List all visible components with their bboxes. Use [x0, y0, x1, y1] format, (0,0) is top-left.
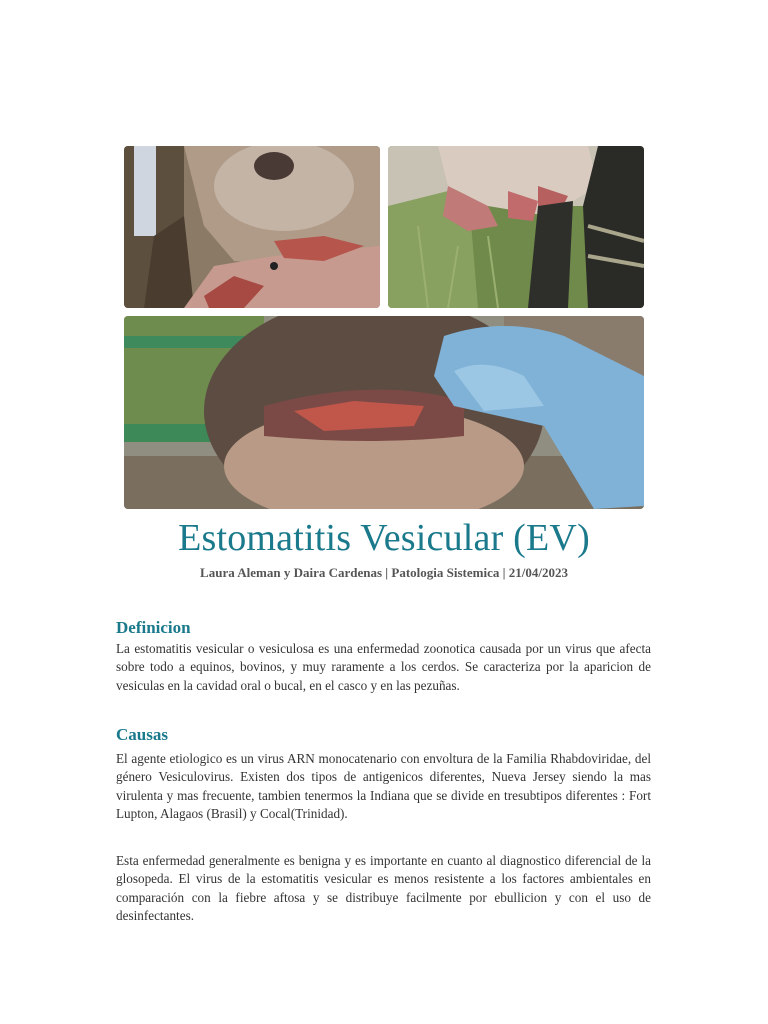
photo-cow-muzzle-lesion — [124, 146, 380, 308]
byline: Laura Aleman y Daira Cardenas | Patologia Sistemica | 21/04/2023 — [200, 565, 568, 580]
paragraph-definicion: La estomatitis vesicular o vesiculosa es una enfermedad zoonotica causada por un virus que afecta sobre todo a equinos, bovinos, y muy raramente a los cerdos. Se caracteriza por la aparicion de vesiculas en la cavidad oral o bucal, en el casco y en las pezuñas. — [116, 641, 651, 693]
photo-cow-lip-vesicle-gloved-hand — [124, 316, 644, 509]
section-heading-definicion: Definicion — [116, 618, 191, 637]
section-heading-causas: Causas — [116, 725, 168, 744]
photo-cow-udder-lesion — [388, 146, 644, 308]
paragraph-causas-2: Esta enfermedad generalmente es benigna y es importante en cuanto al diagnostico diferencial de la glosopeda. El virus de la estomatitis vesicular es menos resistente a los factores ambientales en comparación con la fiebre aftosa y se distribuye facilmente por ebullicion y con el uso de desinfectantes. — [116, 853, 651, 923]
page-title: Estomatitis Vesicular (EV) — [178, 517, 590, 559]
paragraph-causas-1: El agente etiologico es un virus ARN monocatenario con envoltura de la Familia Rhabdoviridae, del género Vesiculovirus. Existen dos tipos de antigenicos diferentes, Nueva Jersey siendo la mas virulenta y mas frecuente, tambien tenermos la Indiana que se divide en tresubtipos diferentes : Fort Lupton, Alagaos (Brasil) y Cocal(Trinidad). — [116, 751, 651, 821]
